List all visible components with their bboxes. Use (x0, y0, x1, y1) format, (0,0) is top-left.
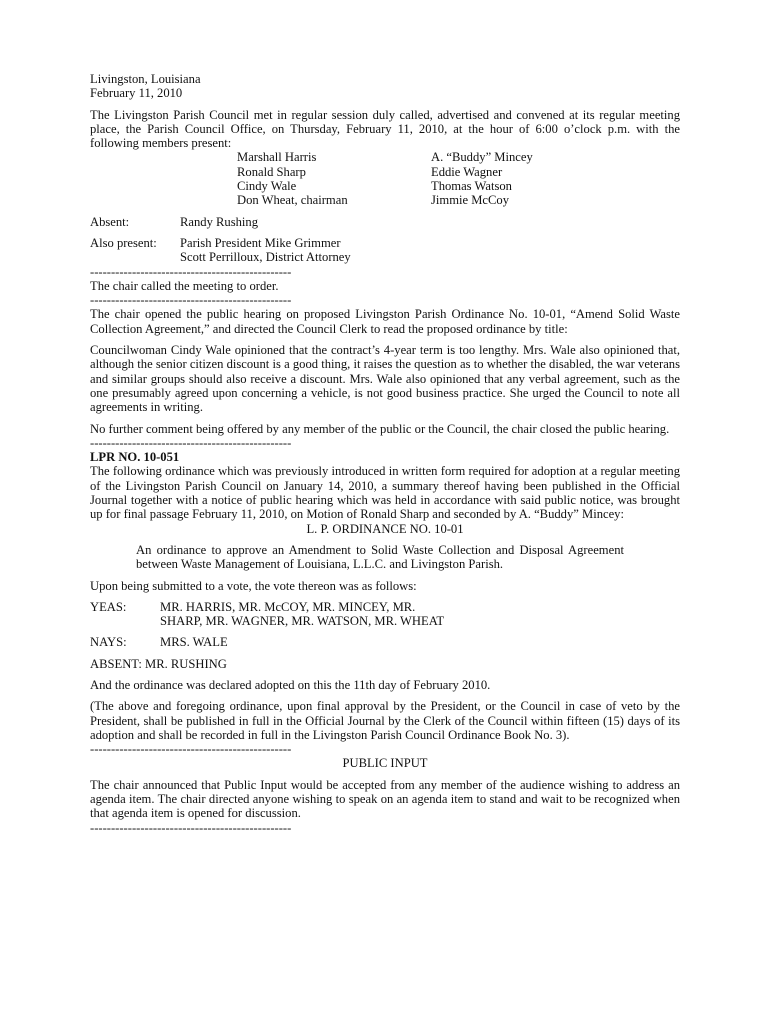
nays-row (90, 635, 680, 649)
ordinance-text: An ordinance to approve an Amendment to Solid Waste Collection and Disposal Agreement between Waste Management of Louisiana, L.L.C. and Livingston Parish. (136, 542, 624, 572)
member-name: Don Wheat, chairman (237, 193, 348, 208)
separator-line: ------------------------------------------------ (90, 264, 292, 279)
also-present-line: Scott Perrilloux, District Attorney (180, 250, 351, 265)
yeas-label: YEAS: (90, 599, 127, 614)
public-input-heading: PUBLIC INPUT (342, 756, 428, 771)
member-name: A. “Buddy” Mincey (431, 150, 533, 165)
also-present-label: Also present: (90, 235, 157, 250)
public-input-body: The chair announced that Public Input would be accepted from any member of the audience wishing to address an agenda item. The chair directed anyone wishing to speak on an agenda item to stand and wait to be recognized when that agenda item is opened for discussion. (90, 777, 680, 821)
location-line: Livingston, Louisiana (90, 72, 201, 86)
also-present-line: Parish President Mike Grimmer (180, 235, 341, 250)
document-page (90, 72, 680, 835)
member-name: Ronald Sharp (237, 164, 306, 179)
absent-value: Randy Rushing (180, 214, 259, 229)
members-present-list (237, 150, 680, 207)
absent-vote-line: ABSENT: MR. RUSHING (90, 656, 227, 671)
member-name: Marshall Harris (237, 150, 317, 165)
separator-line: ------------------------------------------------ (90, 742, 292, 757)
absent-row (90, 215, 680, 229)
nays-label: NAYS: (90, 635, 127, 650)
wale-comment-paragraph: Councilwoman Cindy Wale opinioned that the contract’s 4-year term is too lengthy. Mrs. Wale also opinioned that, although the senior citizen discount is a good thing, it raises the question as to whether the disabled, the war veterans and similar groups should also receive a discount. Mrs. Wale also opinioned that any verbal agreement, such as the one presumably agreed upon concerning a vehicle, is not good business practice. She urged the Council to note all agreements in writing. (90, 343, 680, 415)
intro-paragraph: The Livingston Parish Council met in regular session duly called, advertised and convened at its regular meeting place, the Parish Council Office, on Thursday, February 11, 2010, at the hour of 6:00 o’clock p.m. with the following members present: (90, 107, 680, 151)
lpr-heading: LPR NO. 10-051 (90, 450, 180, 465)
separator-line: ------------------------------------------------ (90, 820, 292, 835)
adopted-line: And the ordinance was declared adopted on this the 11th day of February 2010. (90, 677, 491, 692)
publication-note: (The above and foregoing ordinance, upon final approval by the President, or the Council in case of veto by the President, shall be published in full in the Official Journal by the Clerk of the Council within fifteen (15) days of its adoption and shall be recorded in full in the Livingston Parish Council Ordinance Book No. 3). (90, 699, 680, 742)
date-line: February 11, 2010 (90, 86, 183, 101)
separator-line: ------------------------------------------------ (90, 293, 292, 308)
member-name: Cindy Wale (237, 179, 297, 194)
lpr-body: The following ordinance which was previously introduced in written form required for adoption at a regular meeting of the Livingston Parish Council on January 14, 2010, a summary thereof having been published in the Official Journal together with a notice of public hearing which was held in accordance with said public notice, was brought up for final passage February 11, 2010, on Motion of Ronald Sharp and seconded by A. “Buddy” Mincey: (90, 464, 680, 522)
call-to-order: The chair called the meeting to order. (90, 278, 279, 293)
nays-value: MRS. WALE (160, 635, 228, 650)
member-name: Eddie Wagner (431, 164, 503, 179)
hearing-open-paragraph: The chair opened the public hearing on proposed Livingston Parish Ordinance No. 10-01, “Amend Solid Waste Collection Agreement,” and directed the Council Clerk to read the proposed ordinance by title: (90, 307, 680, 336)
yeas-row (90, 600, 680, 629)
yeas-line: SHARP, MR. WAGNER, MR. WATSON, MR. WHEAT (160, 614, 445, 629)
yeas-line: MR. HARRIS, MR. McCOY, MR. MINCEY, MR. (160, 599, 416, 614)
member-name: Thomas Watson (431, 179, 512, 194)
hearing-close-paragraph: No further comment being offered by any member of the public or the Council, the chair closed the public hearing. (90, 421, 670, 436)
vote-intro: Upon being submitted to a vote, the vote thereon was as follows: (90, 578, 417, 593)
ordinance-title: L. P. ORDINANCE NO. 10-01 (306, 521, 464, 536)
separator-line: ------------------------------------------------ (90, 435, 292, 450)
absent-label: Absent: (90, 214, 130, 229)
also-present-row (90, 236, 680, 265)
member-name: Jimmie McCoy (431, 193, 510, 208)
